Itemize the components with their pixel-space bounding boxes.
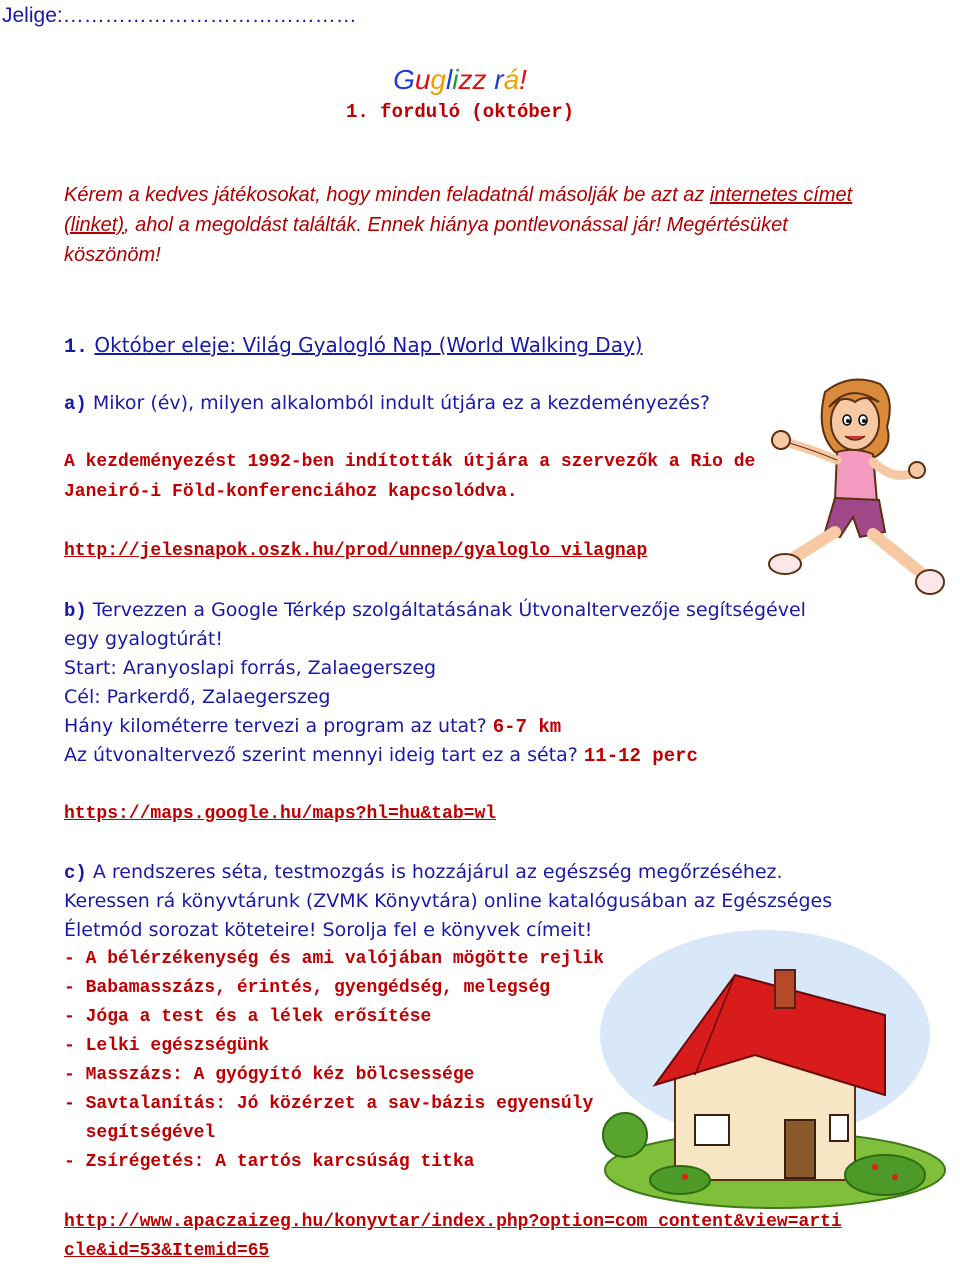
intro-text-2: , ahol a megoldást találták. Ennek hiánya pontlevonással jár! Megértésüket köszönöm! [64, 214, 788, 266]
part-c-link-line2[interactable]: cle&id=53&Itemid=65 [64, 1241, 270, 1261]
part-a-answer-line2: Janeiró-i Föld-konferenciához kapcsolódva. [64, 482, 518, 502]
part-c-line1 [64, 861, 783, 884]
jelige-label: Jelige:…………………………………… [2, 4, 357, 27]
part-c-line3: Életmód sorozat köteteire! Sorolja fel e könyvek címeit! [64, 919, 593, 941]
book-item: - A bélérzékenység és ami valójában mögötte rejlik [64, 949, 605, 969]
intro-text-1: Kérem a kedves játékosokat, hogy minden feladatnál másolják be azt az [64, 184, 710, 206]
part-b-question-line2: egy gyalogtúrát! [64, 628, 223, 650]
part-c-link-line1[interactable]: http://www.apaczaizeg.hu/konyvtar/index.php?option=com_content&view=arti [64, 1212, 842, 1232]
book-item: segítségével [64, 1123, 216, 1143]
title-letter: r [494, 64, 504, 95]
title-letter: zz [458, 64, 487, 95]
house-image [585, 925, 955, 1215]
part-a-link[interactable]: http://jelesnapok.oszk.hu/prod/unnep/gyaloglo_vilagnap [64, 541, 648, 561]
title-letter: G [393, 64, 415, 95]
question-number: 1. [64, 336, 89, 359]
part-c-line2: Keressen rá könyvtárunk (ZVMK Könyvtára) online katalógusában az Egészséges [64, 890, 833, 912]
book-item: - Babamasszázs, érintés, gyengédség, melegség [64, 978, 551, 998]
km-question: Hány kilométerre tervezi a program az utat? [64, 715, 487, 737]
km-answer: 6-7 km [492, 716, 562, 738]
part-a-question [64, 392, 710, 415]
part-a-text: Mikor (év), milyen alkalomból indult útjára ez a kezdeményezés? [92, 392, 710, 414]
part-b-km-line [64, 715, 561, 738]
intro-paragraph [64, 180, 854, 270]
walking-woman-image [755, 372, 955, 602]
title-letter: ! [519, 64, 527, 95]
intro-underlined: internetes címet (linket) [64, 184, 853, 236]
book-item: - Savtalanítás: Jó közérzet a sav-bázis egyensúly [64, 1094, 594, 1114]
time-question: Az útvonaltervező szerint mennyi ideig tart ez a séta? [64, 744, 578, 766]
part-a-answer-line1: A kezdeményezést 1992-ben indították útjára a szervezők a Rio de [64, 452, 756, 472]
part-b-label: b) [64, 600, 87, 622]
time-answer: 11-12 perc [583, 745, 698, 767]
part-b-time-line [64, 744, 698, 767]
title-letter: á [503, 64, 520, 95]
part-c-text: A rendszeres séta, testmozgás is hozzájárul az egészség megőrzéséhez. [92, 861, 783, 883]
part-b-question-line1 [64, 599, 806, 622]
part-b-link[interactable]: https://maps.google.hu/maps?hl=hu&tab=wl [64, 804, 497, 824]
title-letter: g [430, 64, 446, 95]
part-b-text: Tervezzen a Google Térkép szolgáltatásának Útvonaltervezője segítségével [92, 599, 806, 621]
part-c-label: c) [64, 862, 87, 884]
part-b-start: Start: Aranyoslapi forrás, Zalaegerszeg [64, 657, 437, 679]
question-1-heading [64, 333, 643, 359]
title-letter: i [452, 64, 459, 95]
question-title: Október eleje: Világ Gyalogló Nap (World Walking Day) [94, 333, 643, 357]
part-a-label: a) [64, 393, 87, 415]
book-item: - Zsírégetés: A tartós karcsúság titka [64, 1152, 475, 1172]
book-item: - Lelki egészségünk [64, 1036, 270, 1056]
round-subtitle: 1. forduló (október) [345, 101, 575, 123]
title-letter: u [414, 64, 431, 95]
title-letter: l [446, 64, 453, 95]
page-title [0, 64, 920, 96]
book-item: - Masszázs: A gyógyító kéz bölcsessége [64, 1065, 475, 1085]
book-item: - Jóga a test és a lélek erősítése [64, 1007, 432, 1027]
part-b-goal: Cél: Parkerdő, Zalaegerszeg [64, 686, 331, 708]
